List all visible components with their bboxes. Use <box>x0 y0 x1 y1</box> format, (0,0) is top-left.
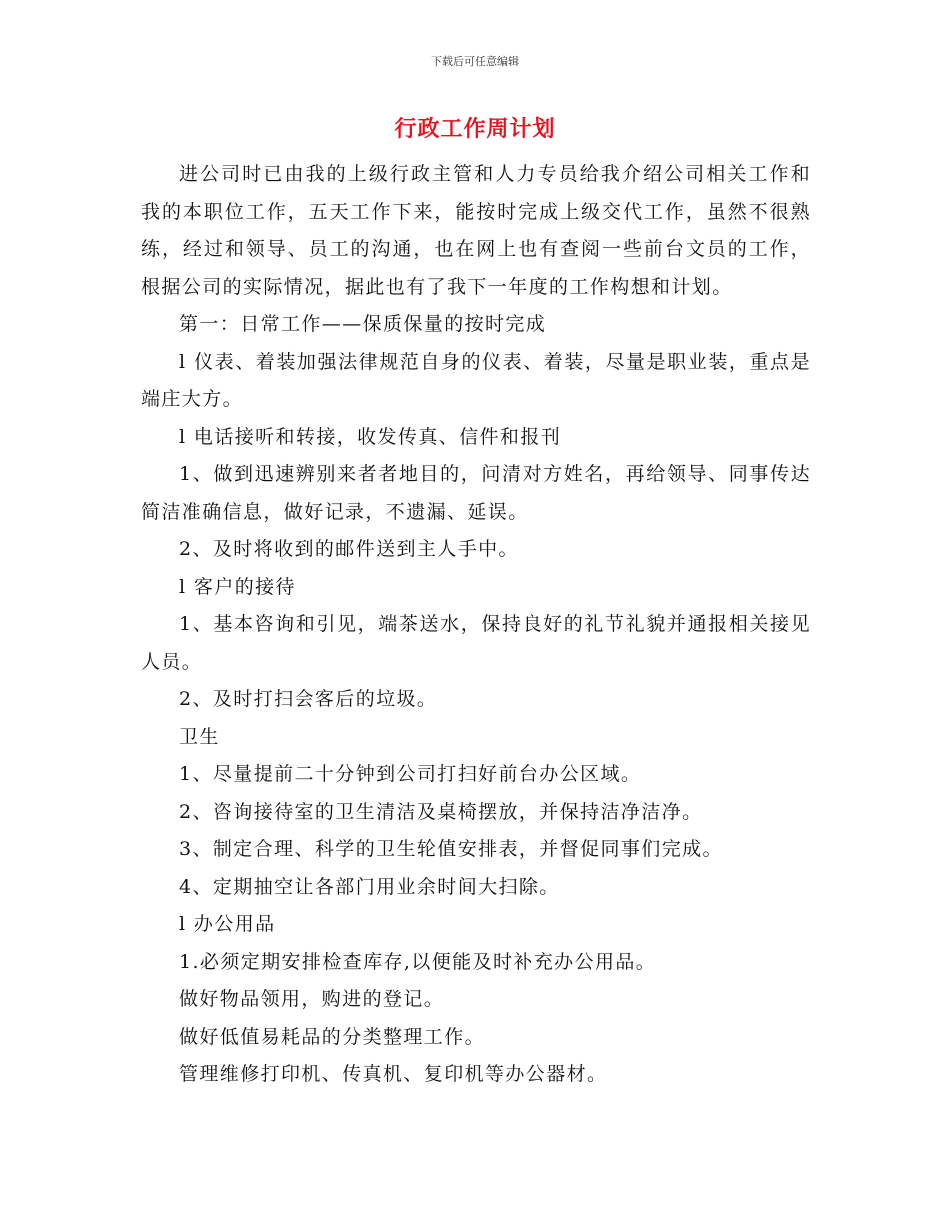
phone-step-1: 1、做到迅速辨别来者者地目的，问清对方姓名，再给领导、同事传达简洁准确信息，做好记录，不遗漏、延误。 <box>141 463 811 523</box>
item-reception: l 客户的接待 <box>179 575 296 598</box>
section-heading-daily-work: 第一：日常工作——保质保量的按时完成 <box>179 313 547 335</box>
supplies-step-1: 1.必须定期安排检查库存,以便能及时补充办公用品。 <box>179 950 657 973</box>
supplies-step-2: 做好物品领用，购进的登记。 <box>179 988 445 1010</box>
item-office-supplies: l 办公用品 <box>179 913 276 935</box>
reception-step-1: 1、基本咨询和引见，端茶送水，保持良好的礼节礼貌并通报相关接见人员。 <box>141 613 811 673</box>
hygiene-step-4: 4、定期抽空让各部门用业余时间大扫除。 <box>179 875 560 898</box>
paragraph-intro: 进公司时已由我的上级行政主管和人力专员给我介绍公司相关工作和我的本职位工作，五天工作下来，能按时完成上级交代工作，虽然不很熟练，经过和领导、员工的沟通，也在网上也有查阅一些前台文员的工作，根据公司的实际情况，据此也有了我下一年度的工作构想和计划。 <box>141 163 811 298</box>
hygiene-step-2: 2、咨询接待室的卫生清洁及桌椅摆放，并保持洁净洁净。 <box>179 800 703 823</box>
supplies-step-4: 管理维修打印机、传真机、复印机等办公器材。 <box>179 1063 608 1085</box>
item-hygiene: 卫生 <box>179 725 220 748</box>
item-appearance: l 仪表、着装加强法律规范自身的仪表、着装，尽量是职业装，重点是端庄大方。 <box>141 350 811 410</box>
item-phone: l 电话接听和转接，收发传真、信件和报刊 <box>179 425 562 448</box>
supplies-step-3: 做好低值易耗品的分类整理工作。 <box>179 1025 486 1048</box>
header-note: 下载后可任意编辑 <box>431 55 519 68</box>
document-title: 行政工作周计划 <box>394 117 556 142</box>
phone-step-2: 2、及时将收到的邮件送到主人手中。 <box>179 538 519 560</box>
hygiene-step-3: 3、制定合理、科学的卫生轮值安排表，并督促同事们完成。 <box>179 838 723 860</box>
hygiene-step-1: 1、尽量提前二十分钟到公司打扫好前台办公区域。 <box>179 763 642 785</box>
reception-step-2: 2、及时打扫会客后的垃圾。 <box>179 688 438 710</box>
document-body <box>141 156 811 1094</box>
